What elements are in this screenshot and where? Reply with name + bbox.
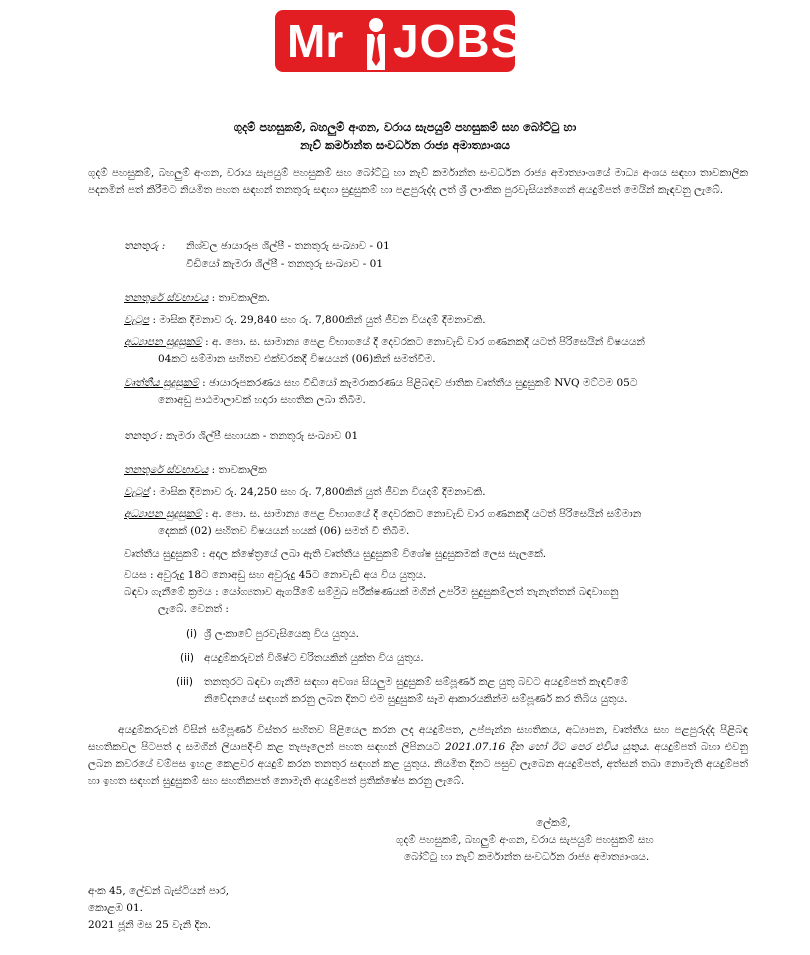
s2-nature-row — [124, 462, 267, 479]
s2-age-text: වයස : අවුරුදු 18ට නොඅඩු සහ අවුරුදු 45ට නොවැඩි අය විය යුතුය. — [124, 569, 427, 581]
signature-title: ලේකම්, — [536, 817, 571, 829]
s2-nature-value: : තාවකාලික — [211, 464, 267, 476]
logo-text-mr: Mr — [287, 15, 344, 67]
s2-edu-label: අධ්‍යාපන සුදුසුකම් — [124, 508, 202, 520]
ministry-heading-line2: නැව් කර්මාන්ත සංවර්ධන රාජ්‍ය අමාත්‍යාංශය — [300, 138, 510, 152]
cond1-number: (i) — [186, 628, 198, 640]
cond2-number: (ii) — [180, 652, 195, 664]
s1-salary-row — [124, 312, 486, 329]
s1-edu-line1: : අ. පො. ස. සාමාන්‍ය පෙළ විභාගයේ දී දෙවරකට නොවැඩි වාර ගණනකදී යටත් පිරිසෙයින් විෂයයන් — [205, 336, 645, 348]
s1-salary-value: : මාසික දීමනාව රු. 29,840 සහ රු. 7,800කින් යුත් ජීවන වියදම් දීමනාවකි. — [152, 314, 486, 326]
signature-line1: ගුදම් පහසුකම්, බහලුම් අංගන, වරාය සැපයුම් පහසුකම් සහ — [396, 834, 654, 846]
s1-edu-label: අධ්‍යාපන සුදුසුකම් — [124, 336, 202, 348]
s2-edu-row — [124, 506, 641, 523]
s2-edu-line2: දෙකක් (02) සහිතව විෂයයන් හයක් (06) සමත් වී තිබීම. — [158, 525, 410, 537]
s1-voc-line2: නොඅඩු පාඨමාලාවක් හදාරා සහතික ලබා තිබීම. — [158, 394, 366, 406]
s1-nature-row — [124, 290, 270, 307]
closing-text-before: අයදුම්කරුවන් විසින් සම්පූර්ණ විස්තර සහිතව පිළියෙල කරන ලද අයදුම්පත, උප්පැන්න සහතිකය, අධ්‍යාපන, වෘත්තීය සහ පළපුරුද්ද පිළිබඳ සහතිකවල පිටපත් ද සමගින් ලියාපදිංචි කළ තැපෑලෙන් පහත සඳහන් ලිපිනයට — [88, 724, 748, 753]
cond1-text: ශ්‍රී ලංකාවේ පුරවැසියෙකු විය යුතුය. — [204, 628, 359, 640]
logo-text-jobs: JOBS — [393, 15, 523, 67]
ministry-heading-line1: ගුදම් පහසුකම්, බහලුම් අංගන, වරාය සැපයුම් පහසුකම් සහ බෝට්ටු හා — [233, 120, 577, 134]
s1-nature-label: තනතුරේ ස්වභාවය — [124, 292, 209, 304]
mrjobs-logo — [275, 10, 523, 72]
s2-method-line1: බඳවා ගැනීමේ ක්‍රමය : යෝග්‍යතාව ඇගයීමේ සම්මුඛ පරීක්ෂණයක් මගින් උපරිම සුදුසුකම්ලත් තැනැත්තන් බඳවාගනු — [124, 586, 619, 598]
closing-paragraph — [88, 722, 748, 790]
s1-edu-line2: 04කට සම්මාන සහිතව එක්වරකදී විෂයයන් (06)කින් සමත්වීම. — [158, 353, 436, 365]
cond3-line2: නිවේදනයේ සඳහන් කරනු ලබන දිනට එම සුදුසුකම් සෑම ආකාරයකින්ම සම්පූර්ණ කර තිබිය යුතුය. — [204, 693, 628, 705]
s2-nature-label: තනතුරේ ස්වභාවය — [124, 464, 209, 476]
address-line2: කොළඹ 01. — [88, 902, 143, 914]
address-line1: අංක 45, ලේඩන් බැස්ටියන් පාර, — [88, 885, 230, 897]
s2-salary-value: : මාසික දීමනාව රු. 24,250 සහ රු. 7,800කින් යුත් ජීවන වියදම් දීමනාවකි. — [152, 486, 486, 498]
cond3-line1: තනතුරට බඳවා ගැනීම සඳහා අවශ්‍ය සියලුම සුදුසුකම් සම්පූර්ණ කළ යුතු බවට අයදුම්පත් කැඳවීමේ — [204, 676, 629, 688]
s1-voc-label: වෘත්තීය සුදුසුකම් — [124, 377, 199, 389]
posts-label: තනතුරු : — [124, 240, 166, 252]
closing-text-after: අයදුම්පත් බහා එවනු ලබන කවරයේ වම්පස ඉහළ කෙළවර අයදුම් කරන තනතුර සඳහන් කළ යුතුය. නියමිත දිනට පසුව ලැබෙන අයදුම්පත්, අත්සන් තබා නොමැති අයදුම්පත් හා ඉහත සඳහන් සුදුසුකම් සහ සහතිකපත් නොමැති අයදුම්පත් ප්‍රතික්ෂේප කරනු ලැබේ. — [88, 741, 748, 787]
s2-post-value: කැමරා ශිල්පී සහායක - තනතුරු සංඛ්‍යාව 01 — [166, 430, 359, 442]
s2-post-label: තනතුර : — [124, 430, 163, 442]
s2-salary-label: වැටුප් — [124, 486, 150, 498]
signature-line2: බෝට්ටු හා නැව් කර්මාන්ත සංවර්ධන රාජ්‍ය අමාත්‍යාංශය. — [404, 851, 650, 863]
post-video-camera: වීඩියෝ කැමරා ශිල්පී - තනතුරු සංඛ්‍යාව - 01 — [186, 258, 384, 270]
s2-salary-row — [124, 484, 486, 501]
post-still-photographer: නිශ්චල ඡායාරූප ශිල්පී - තනතුරු සංඛ්‍යාව - 01 — [186, 240, 390, 252]
s1-voc-line1: : ඡායාරූපකරණය සහ වීඩියෝ කැමරාකරණය පිළිබඳව ජාතික වෘත්තීය සුදුසුකම් NVQ මට්ටම 05ට — [202, 377, 638, 389]
tie-person-icon — [361, 16, 391, 70]
s1-voc-row — [124, 375, 637, 392]
s1-nature-value: : තාවකාලික. — [211, 292, 270, 304]
s2-post-row — [124, 428, 358, 445]
s2-voc-text: වෘත්තීය සුදුසුකම් : අදාල ක්ෂේත්‍රයේ ලබා ඇති වෘත්තීය සුදුසුකම් විශේෂ සුදුසුකමක් ලෙස සැලකේ. — [124, 548, 547, 560]
s2-edu-line1: : අ. පො. ස. සාමාන්‍ය පෙළ විභාගයේ දී දෙවරකට නොවැඩි වාර ගණනකදී යටත් පිරිසෙයින් සම්මාන — [205, 508, 642, 520]
closing-deadline: 2021.07.16 දින හෝ ඊට පෙර එවිය යුතුය. — [445, 741, 650, 753]
address-line3: 2021 ජූනි මස 25 වැනි දින. — [88, 919, 212, 931]
intro-paragraph: ගුදම් පහසුකම්, බහලුම් අංගන, වරාය සැපයුම් පහසුකම් සහ බෝට්ටු හා නැව් කර්මාන්ත සංවර්ධන රාජ්‍ය අමාත්‍යාංශයේ මාධ්‍ය අංශය සඳහා තාවකාලික පදනමින් පත් කිරීමට නියමිත පහත සඳහන් තනතුරු සඳහා සුදුසුකම් හා පළපුරුද්ද ලත් ශ්‍රී ලාංකික පුරවැසියන්ගෙන් අයදුම්පත් මෙයින් කැඳවනු ලැබේ. — [88, 167, 748, 196]
s2-method-line2: ලැබේ. වෙනත් : — [158, 603, 229, 615]
cond3-number: (iii) — [176, 676, 193, 688]
cond2-text: අයදුම්කරුවන් විශිෂ්ට චරිතයකින් යුක්ත විය යුතුය. — [204, 652, 424, 664]
s1-salary-label: වැටුප — [124, 314, 150, 326]
s1-edu-row — [124, 334, 645, 351]
